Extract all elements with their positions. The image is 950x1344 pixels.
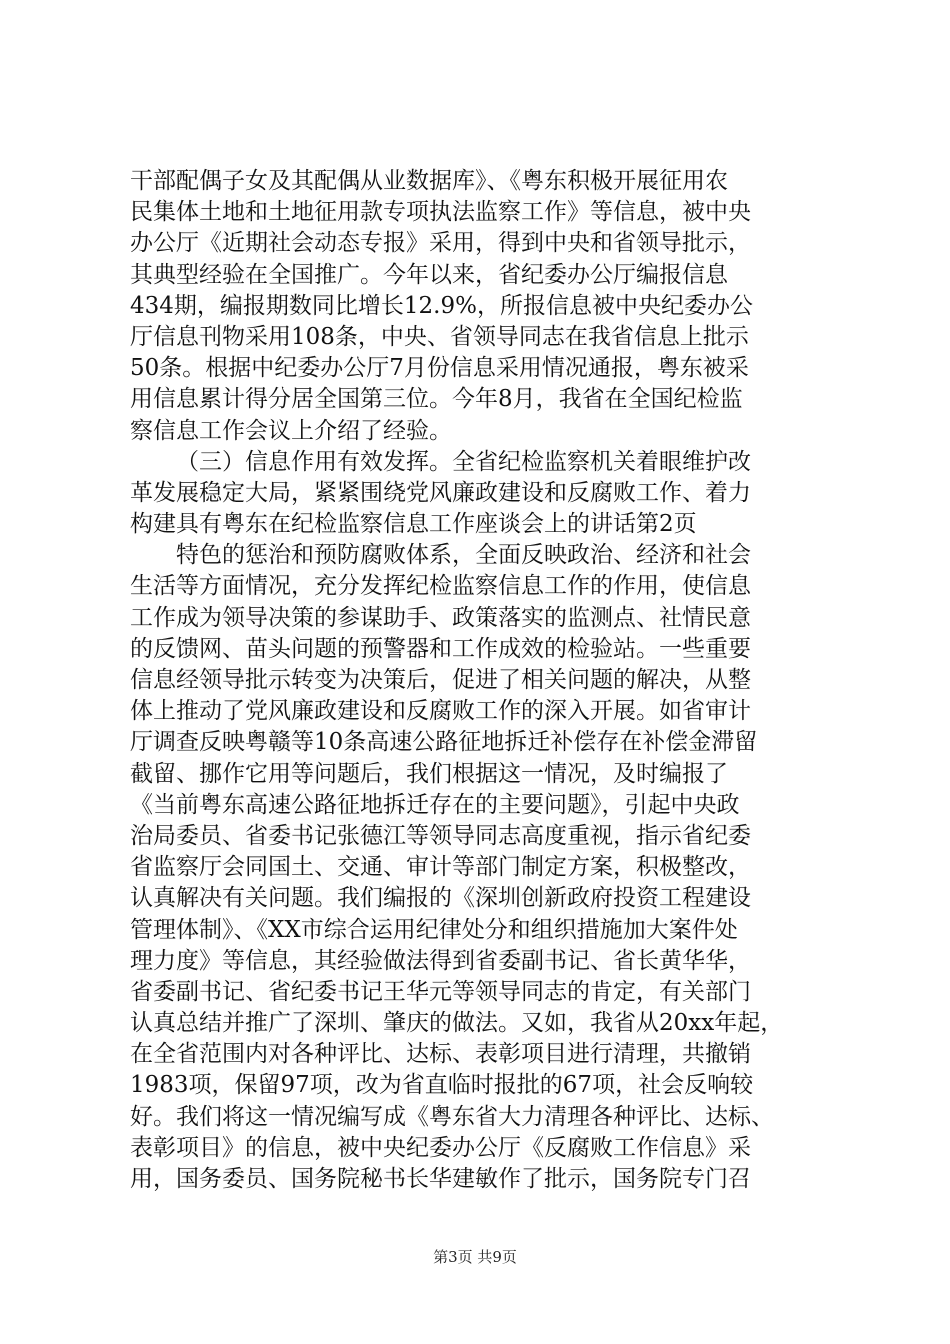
text-line: 表彰项目》的信息，被中央纪委办公厅《反腐败工作信息》采 — [130, 1134, 751, 1161]
body-text — [130, 166, 830, 1195]
text-line: 的反馈网、苗头问题的预警器和工作成效的检验站。一些重要 — [130, 635, 751, 662]
section-heading-line: （三）信息作用有效发挥。全省纪检监察机关着眼维护改 — [176, 448, 751, 475]
text-line: 察信息工作会议上介绍了经验。 — [130, 417, 452, 444]
text-line: 用信息累计得分居全国第三位。今年8月，我省在全国纪检监 — [130, 386, 743, 413]
text-line: 在全省范围内对各种评比、达标、表彰项目进行清理，共撤销 — [130, 1041, 751, 1068]
text-line: 理力度》等信息，其经验做法得到省委副书记、省长黄华华， — [130, 947, 751, 974]
text-line: 《当前粤东高速公路征地拆迁存在的主要问题》，引起中央政 — [130, 791, 740, 818]
text-line: 好。我们将这一情况编写成《粤东省大力清理各种评比、达标、 — [130, 1103, 774, 1130]
text-line: 其典型经验在全国推广。今年以来，省纪委办公厅编报信息 — [130, 261, 728, 288]
text-line: 生活等方面情况，充分发挥纪检监察信息工作的作用，使信息 — [130, 573, 751, 600]
text-line: 434期，编报期数同比增长12.9%，所报信息被中央纪委办公 — [130, 292, 753, 319]
text-line: 治局委员、省委书记张德江等领导同志高度重视，指示省纪委 — [130, 822, 751, 849]
text-line: 民集体土地和土地征用款专项执法监察工作》等信息，被中央 — [130, 199, 751, 226]
text-line: 构建具有粤东在纪检监察信息工作座谈会上的讲话第2页 — [130, 511, 697, 538]
text-line: 省监察厅会同国土、交通、审计等部门制定方案，积极整改， — [130, 854, 751, 881]
paragraph-start-line: 特色的惩治和预防腐败体系，全面反映政治、经济和社会 — [176, 542, 751, 569]
text-line: 省委副书记、省纪委书记王华元等领导同志的肯定，有关部门 — [130, 978, 751, 1005]
text-line: 管理体制》、《XX市综合运用纪律处分和组织措施加大案件处 — [130, 916, 738, 943]
page-footer: 第3页 共9页 — [433, 1248, 517, 1266]
text-line: 50条。根据中纪委办公厅7月份信息采用情况通报，粤东被采 — [130, 355, 749, 382]
text-line: 用，国务委员、国务院秘书长华建敏作了批示，国务院专门召 — [130, 1166, 751, 1192]
text-line: 截留、挪作它用等问题后，我们根据这一情况，及时编报了 — [130, 760, 728, 787]
text-line: 工作成为领导决策的参谋助手、政策落实的监测点、社情民意 — [130, 604, 751, 631]
text-line: 1983项，保留97项，改为省直临时报批的67项，社会反响较 — [130, 1072, 754, 1099]
text-line: 信息经领导批示转变为决策后，促进了相关问题的解决，从整 — [130, 667, 751, 693]
text-line: 认真总结并推广了深圳、肇庆的做法。又如，我省从20xx年起， — [130, 1010, 784, 1037]
text-line: 厅调查反映粤赣等10条高速公路征地拆迁补偿存在补偿金滞留 — [130, 729, 758, 756]
text-line: 认真解决有关问题。我们编报的《深圳创新政府投资工程建设 — [130, 885, 751, 912]
text-line: 厅信息刊物采用108条，中央、省领导同志在我省信息上批示 — [130, 323, 749, 350]
text-line: 体上推动了党风廉政建设和反腐败工作的深入开展。如省审计 — [130, 698, 751, 725]
text-line: 革发展稳定大局，紧紧围绕党风廉政建设和反腐败工作、着力 — [130, 479, 751, 506]
text-line: 干部配偶子女及其配偶从业数据库》、《粤东积极开展征用农 — [130, 168, 728, 194]
text-line: 办公厅《近期社会动态专报》采用，得到中央和省领导批示， — [130, 230, 751, 257]
